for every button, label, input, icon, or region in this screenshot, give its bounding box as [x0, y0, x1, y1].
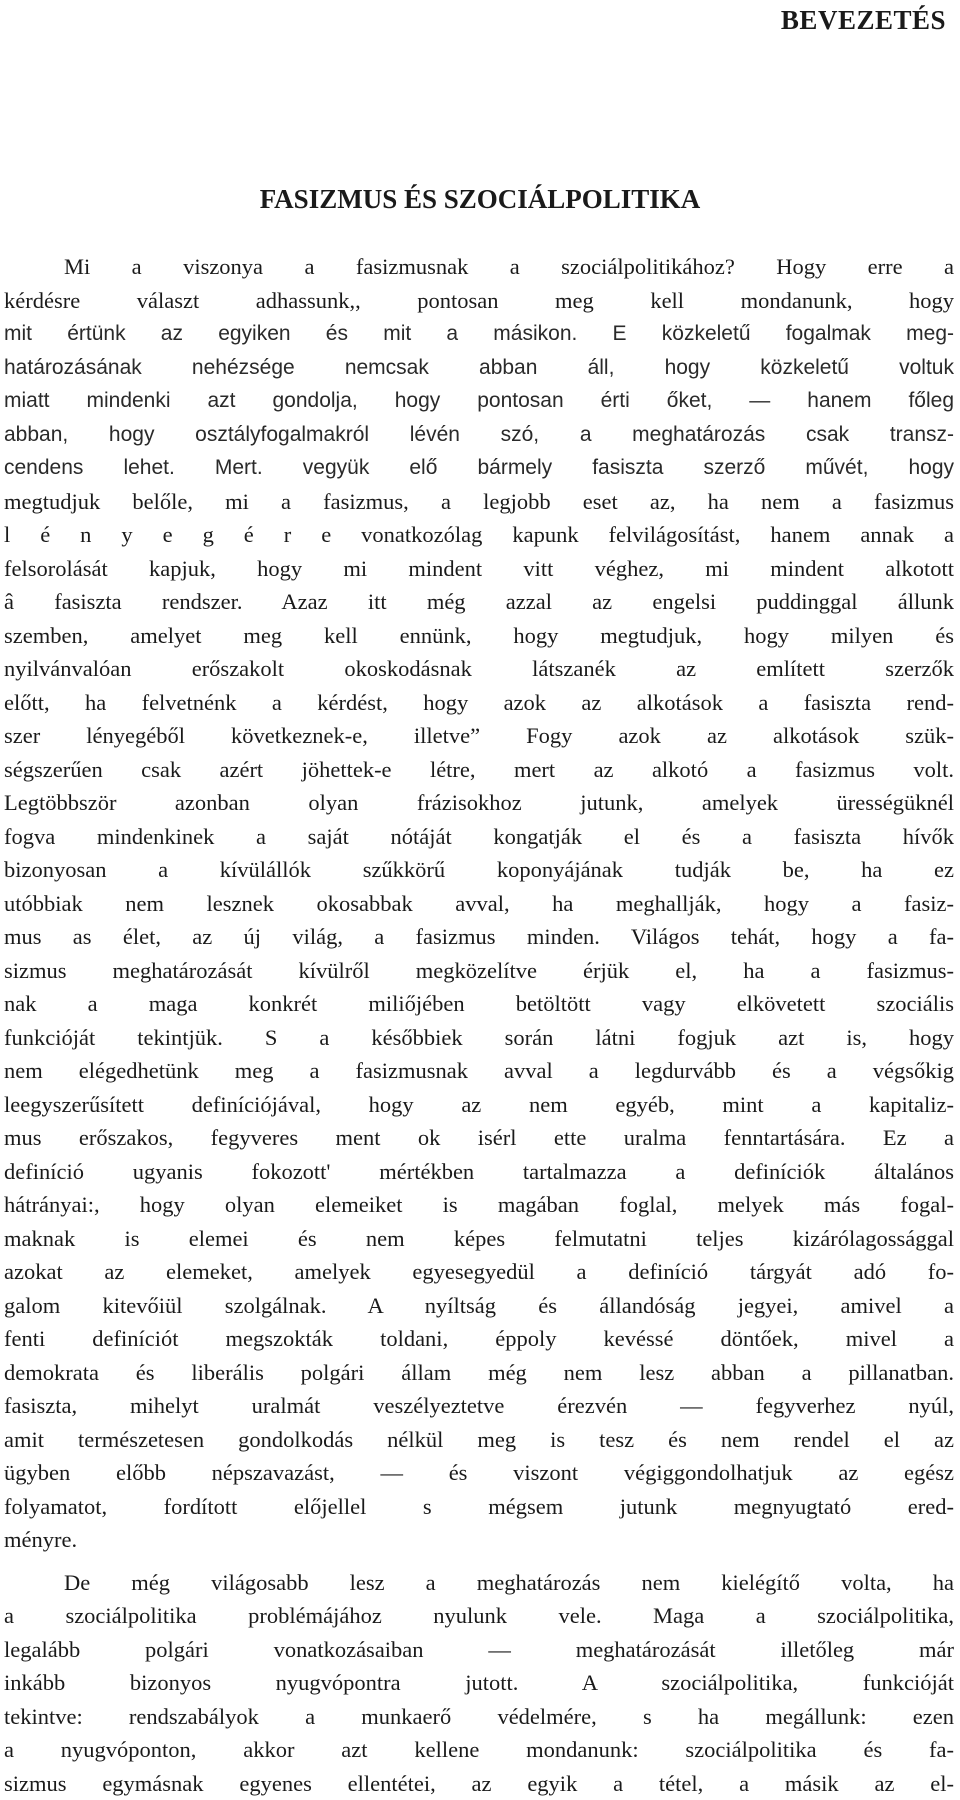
text-line: nem elégedhetünk meg a fasizmusnak avval a legdurvább és a végsőkig — [4, 1054, 954, 1088]
text-line: inkább bizonyos nyugvópontra jutott. A szociálpolitika, funkcióját — [4, 1666, 954, 1700]
text-line: fenti definíciót megszokták toldani, éppoly kevéssé döntőek, mivel a — [4, 1322, 954, 1356]
text-line: fasiszta, mihelyt uralmát veszélyeztetve érezvén — fegyverhez nyúl, — [4, 1389, 954, 1423]
text-line: ügyben előbb népszavazást, — és viszont végiggondolhatjuk az egész — [4, 1456, 954, 1490]
text-line: határozásának nehézsége nemcsak abban áll, hogy közkeletű voltuk — [4, 351, 954, 385]
text-line: a szociálpolitika problémájához nyulunk vele. Maga a szociálpolitika, — [4, 1599, 954, 1633]
text-line: azokat az elemeket, amelyek egyesegyedül a definíció tárgyát adó fo- — [4, 1255, 954, 1289]
text-line: hátrányai:, hogy olyan elemeiket is magában foglal, melyek más fogal- — [4, 1188, 954, 1222]
chapter-title: FASIZMUS ÉS SZOCIÁLPOLITIKA — [0, 179, 960, 219]
text-line: legalább polgári vonatkozásaiban — meghatározását illetőleg már — [4, 1633, 954, 1667]
text-line: miatt mindenki azt gondolja, hogy pontosan érti őket, — hanem főleg — [4, 384, 954, 418]
text-line: kérdésre választ adhassunk,, pontosan meg kell mondanunk, hogy — [4, 284, 954, 318]
text-line: amit természetesen gondolkodás nélkül meg is tesz és nem rendel el az — [4, 1423, 954, 1457]
text-line: Legtöbbször azonban olyan frázisokhoz jutunk, amelyek ürességüknél — [4, 786, 954, 820]
text-line: a nyugvóponton, akkor azt kellene mondanunk: szociálpolitika és fa- — [4, 1733, 954, 1767]
body-text — [4, 250, 954, 1800]
text-line: megtudjuk belőle, mi a fasizmus, a legjobb eset az, ha nem a fasizmus — [4, 485, 954, 519]
text-line: definíció ugyanis fokozott' mértékben tartalmazza a definíciók általános — [4, 1155, 954, 1189]
text-line: nak a maga konkrét miliőjében betöltött vagy elkövetett szociális — [4, 987, 954, 1021]
text-line: előtt, ha felvetnénk a kérdést, hogy azok az alkotások a fasiszta rend- — [4, 686, 954, 720]
text-line: l é n y e g é r e vonatkozólag kapunk felvilágosítást, hanem annak a — [4, 518, 954, 552]
text-line: felsorolását kapjuk, hogy mi mindent vitt véghez, mi mindent alkotott — [4, 552, 954, 586]
text-line: abban, hogy osztályfogalmakról lévén szó, a meghatározás csak transz- — [4, 418, 954, 452]
text-line: leegyszerűsített definíciójával, hogy az nem egyéb, mint a kapitaliz- — [4, 1088, 954, 1122]
text-line: Mi a viszonya a fasizmusnak a szociálpolitikához? Hogy erre a — [4, 250, 954, 284]
text-line: utóbbiak nem lesznek okosabbak avval, ha meghallják, hogy a fasiz- — [4, 887, 954, 921]
text-line: fogva mindenkinek a saját nótáját kongatják el és a fasiszta hívők — [4, 820, 954, 854]
text-line: mus as élet, az új világ, a fasizmus minden. Világos tehát, hogy a fa- — [4, 920, 954, 954]
text-line: mit értünk az egyiken és mit a másikon. E közkeletű fogalmak meg- — [4, 317, 954, 351]
text-line: sizmus egymásnak egyenes ellentétei, az egyik a tétel, a másik az el- — [4, 1767, 954, 1800]
text-line: â fasiszta rendszer. Azaz itt még azzal az engelsi puddinggal állunk — [4, 585, 954, 619]
text-line: mus erőszakos, fegyveres ment ok isérl ette uralma fenntartására. Ez a — [4, 1121, 954, 1155]
text-line: sizmus meghatározását kívülről megközelítve érjük el, ha a fasizmus- — [4, 954, 954, 988]
text-line: demokrata és liberális polgári állam még nem lesz abban a pillanatban. — [4, 1356, 954, 1390]
text-line: nyilvánvalóan erőszakolt okoskodásnak látszanék az említett szerzők — [4, 652, 954, 686]
text-line: galom kitevőiül szolgálnak. A nyíltság és állandóság jegyei, amivel a — [4, 1289, 954, 1323]
text-line: funkcióját tekintjük. S a későbbiek során látni fogjuk azt is, hogy — [4, 1021, 954, 1055]
running-head: BEVEZETÉS — [781, 0, 946, 40]
text-line: maknak is elemei és nem képes felmutatni teljes kizárólagossággal — [4, 1222, 954, 1256]
text-line: szemben, amelyet meg kell ennünk, hogy megtudjuk, hogy milyen és — [4, 619, 954, 653]
text-line: bizonyosan a kívülállók szűkkörű koponyájának tudják be, ha ez — [4, 853, 954, 887]
text-line: szer lényegéből következnek-e, illetve” Fogy azok az alkotások szük- — [4, 719, 954, 753]
text-line: ményre. — [4, 1523, 954, 1557]
text-line: cendens lehet. Mert. vegyük elő bármely fasiszta szerző művét, hogy — [4, 451, 954, 485]
text-line: tekintve: rendszabályok a munkaerő védelmére, s ha megállunk: ezen — [4, 1700, 954, 1734]
text-line: folyamatot, fordított előjellel s mégsem jutunk megnyugtató ered- — [4, 1490, 954, 1524]
text-line: De még világosabb lesz a meghatározás nem kielégítő volta, ha — [4, 1566, 954, 1600]
text-line: ségszerűen csak azért jöhettek-e létre, mert az alkotó a fasizmus volt. — [4, 753, 954, 787]
